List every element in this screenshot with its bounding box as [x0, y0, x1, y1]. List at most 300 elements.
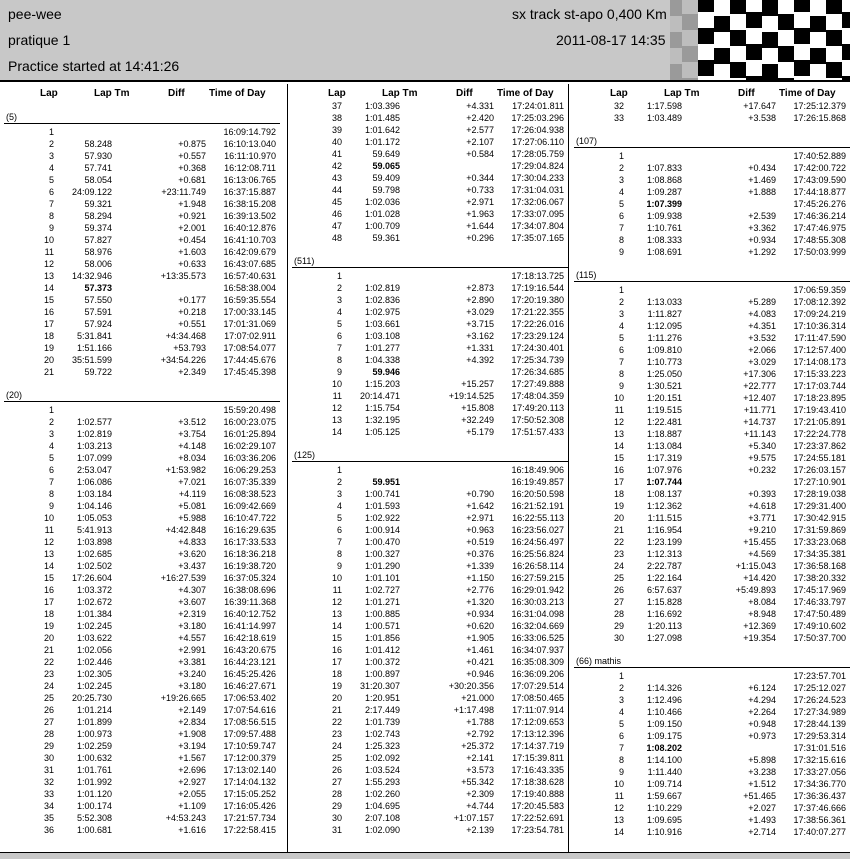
- lap-time: 1:07.399: [646, 199, 682, 209]
- lap-time: 1:04.338: [364, 355, 400, 365]
- time-of-day: 17:35:07.165: [511, 233, 564, 243]
- time-of-day: 16:10:47.722: [223, 513, 276, 523]
- lap-number: 22: [43, 657, 54, 667]
- lap-row: [574, 632, 850, 644]
- lap-time: 1:07.976: [646, 465, 682, 475]
- lap-row: [4, 500, 284, 512]
- lap-row: [292, 366, 572, 378]
- lap-time: 6:57.637: [646, 585, 682, 595]
- flag-square: [670, 48, 682, 64]
- time-of-day: 17:27:10.901: [793, 477, 846, 487]
- lap-diff: +1.788: [466, 717, 494, 727]
- time-of-day: 17:16:05.426: [223, 801, 276, 811]
- time-of-day: 16:27:59.215: [511, 573, 564, 583]
- lap-time: 1:15.203: [364, 379, 400, 389]
- lap-row: [574, 332, 850, 344]
- lap-diff: +2.319: [178, 609, 206, 619]
- lap-row: [292, 596, 572, 608]
- time-of-day: 17:27:34.989: [793, 707, 846, 717]
- time-of-day: 17:51:57.433: [511, 427, 564, 437]
- lap-time: 1:02.727: [364, 585, 400, 595]
- lap-number: 16: [43, 307, 54, 317]
- lap-time: 17:26.604: [71, 573, 112, 583]
- lap-time: 1:02.672: [76, 597, 112, 607]
- lap-row: [292, 548, 572, 560]
- time-of-day: 16:19:38.720: [223, 561, 276, 571]
- lap-row: [574, 112, 850, 124]
- lap-number: 10: [613, 393, 624, 403]
- time-of-day: 16:35:08.309: [511, 657, 564, 667]
- time-of-day: 17:31:04.031: [511, 185, 564, 195]
- lap-number: 29: [613, 621, 624, 631]
- time-of-day: 16:38:15.208: [223, 199, 276, 209]
- lap-number: 28: [331, 789, 342, 799]
- lap-diff: +1.292: [748, 247, 776, 257]
- flag-square: [698, 0, 714, 12]
- lap-row: [4, 620, 284, 632]
- time-of-day: 17:18:23.895: [793, 393, 846, 403]
- lap-time: 1:08.202: [646, 743, 682, 753]
- time-of-day: 17:45:26.276: [793, 199, 846, 209]
- flag-square: [842, 28, 850, 44]
- time-of-day: 17:36:36.437: [793, 791, 846, 801]
- time-of-day: 17:24:01.811: [512, 101, 564, 111]
- lap-number: 37: [331, 101, 342, 111]
- time-of-day: 16:24:56.497: [511, 537, 564, 547]
- lap-row: [292, 148, 572, 160]
- lap-number: 14: [331, 621, 342, 631]
- lap-diff: +3.573: [466, 765, 494, 775]
- lap-row: [574, 380, 850, 392]
- lap-time: 1:07.744: [646, 477, 682, 487]
- lap-diff: +17.647: [743, 101, 776, 111]
- lap-diff: +1.320: [466, 597, 494, 607]
- lap-time: 1:25.323: [364, 741, 400, 751]
- time-of-day: 16:36:09.206: [511, 669, 564, 679]
- rider-section-header: [574, 268, 850, 282]
- lap-number: 1: [618, 671, 624, 681]
- lap-diff: +1:15.043: [735, 561, 776, 571]
- lap-diff: +0.620: [466, 621, 494, 631]
- lap-time: 1:20.113: [647, 621, 682, 631]
- flag-square: [794, 12, 810, 28]
- lap-time: 1:02.090: [364, 825, 400, 835]
- time-of-day: 15:59:20.498: [223, 405, 276, 415]
- lap-diff: +4.569: [748, 549, 776, 559]
- lap-number: 23: [613, 549, 624, 559]
- lap-row: [292, 644, 572, 656]
- lap-time: 59.374: [84, 223, 112, 233]
- lap-time: 1:16.954: [646, 525, 682, 535]
- lap-number: 13: [613, 815, 624, 825]
- flag-square: [698, 28, 714, 44]
- lap-diff: +4.557: [178, 633, 206, 643]
- time-of-day: 16:13:06.765: [223, 175, 276, 185]
- lap-diff: +4.392: [466, 355, 494, 365]
- time-of-day: 17:45:17.969: [793, 585, 846, 595]
- time-of-day: 17:34:36.770: [793, 779, 846, 789]
- lap-diff: +3.180: [178, 621, 206, 631]
- lap-number: 30: [43, 753, 54, 763]
- flag-square: [810, 48, 826, 64]
- flag-square: [810, 32, 826, 48]
- lap-time: 58.054: [84, 175, 112, 185]
- col-header-diff: Diff: [456, 88, 473, 99]
- lap-diff: +1.963: [466, 209, 494, 219]
- lap-row: [574, 718, 850, 730]
- time-of-day: 16:58:38.004: [223, 283, 276, 293]
- flag-square: [730, 62, 746, 78]
- time-of-day: 16:40:12.752: [223, 609, 276, 619]
- lap-diff: +1.616: [178, 825, 206, 835]
- flag-square: [778, 0, 794, 14]
- lap-number: 2: [618, 297, 624, 307]
- time-of-day: 16:44:23.121: [223, 657, 276, 667]
- time-of-day: 17:38:20.332: [793, 573, 846, 583]
- time-of-day: 17:14:04.132: [223, 777, 276, 787]
- lap-number: 20: [43, 633, 54, 643]
- lap-diff: +4:53.243: [165, 813, 206, 823]
- lap-number: 12: [43, 537, 54, 547]
- lap-number: 6: [48, 187, 54, 197]
- lap-diff: +5.988: [178, 513, 206, 523]
- lap-diff: +19.354: [743, 633, 776, 643]
- lap-diff: +0.551: [178, 319, 206, 329]
- lap-row: [292, 764, 572, 776]
- lap-row: [4, 464, 284, 476]
- lap-row: [574, 308, 850, 320]
- time-of-day: 17:08:12.392: [793, 297, 846, 307]
- lap-time: 1:13.084: [646, 441, 682, 451]
- lap-number: 21: [43, 367, 54, 377]
- lap-row: [292, 390, 572, 402]
- time-of-day: 17:29:31.400: [793, 501, 846, 511]
- lap-diff: +22.777: [743, 381, 776, 391]
- lap-time: 1:02.836: [364, 295, 400, 305]
- lap-diff: +2.991: [178, 645, 206, 655]
- flag-square: [682, 14, 698, 30]
- lap-row: [4, 428, 284, 440]
- lap-number: 19: [613, 501, 624, 511]
- lap-diff: +0.218: [178, 307, 206, 317]
- lap-number: 8: [336, 355, 342, 365]
- lap-time: 1:03.898: [76, 537, 112, 547]
- lap-number: 19: [43, 343, 54, 353]
- time-of-day: 17:12:57.400: [793, 345, 846, 355]
- lap-diff: +4.833: [178, 537, 206, 547]
- time-of-day: 17:28:19.038: [793, 489, 846, 499]
- lap-row: [292, 800, 572, 812]
- lap-diff: +9.575: [748, 453, 776, 463]
- lap-diff: +3.180: [178, 681, 206, 691]
- lap-diff: +4.618: [748, 501, 776, 511]
- lap-time: 1:01.899: [76, 717, 112, 727]
- lap-number: 4: [336, 501, 342, 511]
- lap-diff: +7.021: [178, 477, 206, 487]
- lap-row: [4, 656, 284, 668]
- lap-time: 1:20.151: [646, 393, 682, 403]
- lap-diff: +4.148: [178, 441, 206, 451]
- lap-row: [292, 160, 572, 172]
- time-of-day: 17:00:33.145: [223, 307, 276, 317]
- rider-section-header: [292, 448, 572, 462]
- time-of-day: 16:20:50.598: [511, 489, 564, 499]
- lap-row: [292, 680, 572, 692]
- lap-diff: +0.434: [748, 163, 776, 173]
- time-of-day: 17:07:02.911: [224, 331, 276, 341]
- lap-time: 1:00.741: [364, 489, 400, 499]
- lap-diff: +1.339: [466, 561, 494, 571]
- lap-number: 5: [618, 333, 624, 343]
- lap-diff: +4.083: [748, 309, 776, 319]
- lap-time: 1:01.992: [76, 777, 112, 787]
- lap-row: [4, 764, 284, 776]
- lap-number: 27: [331, 777, 342, 787]
- lap-row: [4, 728, 284, 740]
- lap-row: [292, 112, 572, 124]
- lap-row: [574, 404, 850, 416]
- lap-diff: +53.793: [173, 343, 206, 353]
- lap-time: 1:12.496: [646, 695, 682, 705]
- lap-time: 1:01.120: [76, 789, 112, 799]
- lap-diff: +14.737: [743, 417, 776, 427]
- section-underline: [574, 147, 850, 148]
- lap-time: 1:12.362: [646, 501, 682, 511]
- lap-diff: +11.143: [743, 429, 776, 439]
- time-of-day: 17:23:54.781: [511, 825, 564, 835]
- lap-row: [292, 476, 572, 488]
- lap-number: 2: [618, 683, 624, 693]
- lap-time: 20:14.471: [359, 391, 400, 401]
- time-of-day: 17:09:24.219: [793, 309, 846, 319]
- lap-row: [4, 318, 284, 330]
- lap-number: 18: [613, 489, 624, 499]
- lap-number: 15: [43, 295, 54, 305]
- lap-row: [574, 790, 850, 802]
- lap-diff: +2.149: [178, 705, 206, 715]
- lap-diff: +3.029: [466, 307, 494, 317]
- col-header-lap: Lap: [328, 88, 346, 99]
- time-of-day: 17:47:50.489: [793, 609, 846, 619]
- lap-row: [574, 730, 850, 742]
- lap-number: 6: [618, 345, 624, 355]
- lap-number: 8: [48, 489, 54, 499]
- lap-row: [4, 282, 284, 294]
- lap-diff: +2.539: [748, 211, 776, 221]
- time-of-day: 16:22:55.113: [512, 513, 564, 523]
- time-of-day: 16:26:58.114: [512, 561, 564, 571]
- lap-row: [292, 294, 572, 306]
- lap-number: 26: [613, 585, 624, 595]
- lap-number: 42: [331, 161, 342, 171]
- time-of-day: 17:43:09.590: [793, 175, 846, 185]
- time-of-day: 17:11:47.590: [794, 333, 846, 343]
- flag-square: [842, 44, 850, 60]
- lap-number: 5: [618, 719, 624, 729]
- flag-square: [730, 14, 746, 30]
- lap-time: 1:10.761: [646, 223, 682, 233]
- lap-time: 58.976: [84, 247, 112, 257]
- time-of-day: 16:08:38.523: [223, 489, 276, 499]
- lap-number: 15: [43, 573, 54, 583]
- lap-row: [574, 670, 850, 682]
- time-of-day: 17:28:44.139: [793, 719, 846, 729]
- lap-time: 59.946: [372, 367, 400, 377]
- lap-diff: +0.368: [178, 163, 206, 173]
- lap-row: [292, 620, 572, 632]
- col-header-lap: Lap: [610, 88, 628, 99]
- time-of-day: 17:50:37.700: [793, 633, 846, 643]
- lap-time: 1:30.521: [646, 381, 682, 391]
- lap-diff: +15.257: [461, 379, 494, 389]
- lap-diff: +3.029: [748, 357, 776, 367]
- lap-row: [574, 100, 850, 112]
- lap-time: 1:06.086: [76, 477, 112, 487]
- lap-time: 24:09.122: [71, 187, 112, 197]
- lap-row: [574, 802, 850, 814]
- time-of-day: 16:10:13.040: [223, 139, 276, 149]
- lap-row: [574, 560, 850, 572]
- time-of-day: 17:31:01.516: [793, 743, 846, 753]
- lap-diff: +3.512: [178, 417, 206, 427]
- lap-diff: +2.066: [748, 345, 776, 355]
- lap-diff: +4.119: [178, 489, 206, 499]
- flag-square: [778, 62, 794, 78]
- section-underline: [4, 123, 280, 124]
- lap-row: [292, 560, 572, 572]
- lap-time: 20:25.730: [71, 693, 112, 703]
- lap-time: 1:00.571: [364, 621, 400, 631]
- lap-time: 59.649: [372, 149, 400, 159]
- lap-number: 16: [331, 645, 342, 655]
- flag-square: [670, 32, 682, 48]
- lap-row: [574, 742, 850, 754]
- time-of-day: 17:49:20.113: [512, 403, 564, 413]
- lap-time: 1:09.810: [646, 345, 682, 355]
- lap-time: 31:20.307: [359, 681, 400, 691]
- time-of-day: 17:38:56.361: [793, 815, 846, 825]
- time-of-day: 17:10:59.747: [223, 741, 276, 751]
- report-header: [0, 0, 850, 80]
- lap-diff: +0.177: [178, 295, 206, 305]
- lap-time: 14:32.946: [71, 271, 112, 281]
- flag-square: [730, 30, 746, 46]
- lap-diff: +0.376: [466, 549, 494, 559]
- lap-diff: +2.264: [748, 707, 776, 717]
- rider-id: (66) mathis: [576, 656, 622, 666]
- lap-diff: +4:42.848: [165, 525, 206, 535]
- lap-time: 5:31.841: [76, 331, 112, 341]
- lap-time: 1:01.277: [364, 343, 400, 353]
- lap-number: 9: [336, 561, 342, 571]
- lap-row: [4, 488, 284, 500]
- flag-square: [826, 46, 842, 62]
- time-of-day: 16:29:01.942: [511, 585, 564, 595]
- time-of-day: 17:36:58.168: [793, 561, 846, 571]
- lap-row: [574, 778, 850, 790]
- lap-number: 1: [48, 127, 54, 137]
- time-of-day: 16:41:10.703: [223, 235, 276, 245]
- lap-row: [4, 126, 284, 138]
- lap-diff: +0.344: [466, 173, 494, 183]
- lap-row: [4, 596, 284, 608]
- lap-number: 2: [48, 417, 54, 427]
- time-of-day: 17:33:07.095: [511, 209, 564, 219]
- time-of-day: 16:19:49.857: [511, 477, 564, 487]
- lap-time: 1:02.685: [76, 549, 112, 559]
- flag-square: [682, 46, 698, 62]
- flag-square: [746, 44, 762, 60]
- lap-row: [292, 306, 572, 318]
- flag-square: [762, 48, 778, 64]
- lap-time: 1:00.709: [364, 221, 400, 231]
- lap-number: 3: [618, 695, 624, 705]
- flag-square: [778, 30, 794, 46]
- lap-number: 11: [332, 391, 342, 401]
- lap-time: 1:00.897: [364, 669, 400, 679]
- lap-time: 1:02.743: [364, 729, 400, 739]
- lap-diff: +2.027: [748, 803, 776, 813]
- lap-diff: +4:34.468: [165, 331, 206, 341]
- time-of-day: 16:07:35.339: [223, 477, 276, 487]
- lap-time: 1:09.150: [646, 719, 682, 729]
- time-of-day: 17:25:12.379: [793, 101, 846, 111]
- lap-row: [292, 378, 572, 390]
- lap-time: 1:00.174: [76, 801, 112, 811]
- time-of-day: 16:18:49.906: [511, 465, 564, 475]
- lap-number: 6: [336, 331, 342, 341]
- flag-square: [826, 14, 842, 30]
- lap-time: 1:05.053: [76, 513, 112, 523]
- time-of-day: 16:34:07.937: [511, 645, 564, 655]
- lap-row: [574, 222, 850, 234]
- time-of-day: 17:23:37.862: [793, 441, 846, 451]
- lap-time: 1:02.305: [76, 669, 112, 679]
- lap-diff: +0.875: [178, 139, 206, 149]
- lap-diff: +3.238: [748, 767, 776, 777]
- lap-time: 1:04.695: [364, 801, 400, 811]
- lap-diff: +23:11.749: [161, 187, 206, 197]
- rider-id: (5): [6, 112, 17, 122]
- lap-row: [292, 270, 572, 282]
- lap-row: [574, 500, 850, 512]
- lap-number: 15: [331, 633, 342, 643]
- lap-diff: +0.519: [466, 537, 494, 547]
- time-of-day: 17:44:45.676: [223, 355, 276, 365]
- time-of-day: 17:42:00.722: [793, 163, 846, 173]
- time-of-day: 17:14:08.173: [793, 357, 846, 367]
- lap-diff: +9.210: [748, 525, 776, 535]
- lap-diff: +2.776: [466, 585, 494, 595]
- lap-row: [574, 536, 850, 548]
- lap-row: [4, 776, 284, 788]
- lap-row: [292, 220, 572, 232]
- lap-row: [574, 174, 850, 186]
- lap-time: 59.951: [372, 477, 400, 487]
- lap-number: 10: [613, 779, 624, 789]
- time-of-day: 17:46:36.214: [793, 211, 846, 221]
- lap-row: [4, 752, 284, 764]
- lap-time: 1:27.098: [646, 633, 682, 643]
- rider-section-header: [4, 110, 284, 124]
- lap-number: 8: [618, 369, 624, 379]
- lap-time: 1:03.489: [646, 113, 682, 123]
- lap-row: [4, 584, 284, 596]
- lap-diff: +8.084: [748, 597, 776, 607]
- lap-number: 13: [331, 609, 342, 619]
- lap-time: 1:02.056: [76, 645, 112, 655]
- lap-diff: +17.306: [743, 369, 776, 379]
